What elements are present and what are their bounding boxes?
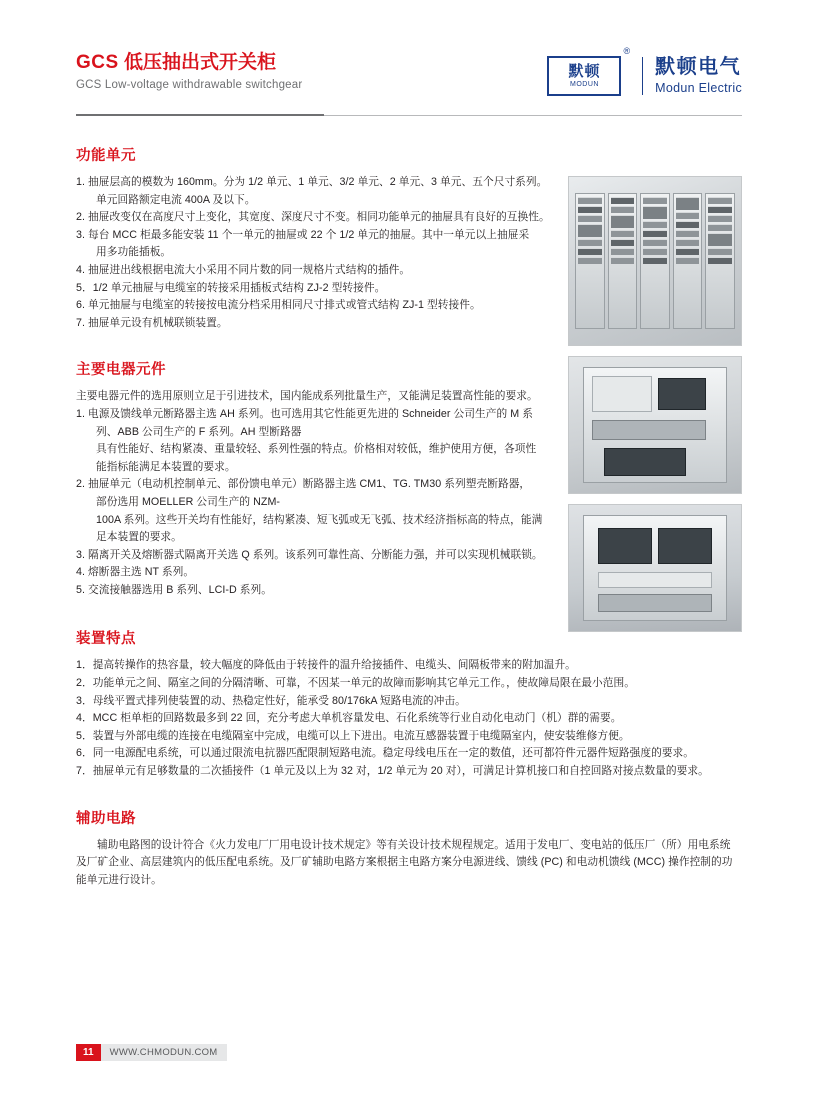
section-main-components — [76, 358, 742, 599]
list-item: 3．母线平置式排列使装置的动、热稳定性好，能承受 80/176kA 短路电流的冲击。 — [76, 694, 466, 707]
logo-brand-cn: 默顿电气 — [655, 56, 742, 78]
page-footer — [76, 1044, 227, 1061]
list-item: 用多功能插板。 — [96, 246, 172, 259]
list-item: 6．同一电源配电系统，可以通过限流电抗器匹配限制短路电流。稳定母线电压在一定的数值，还可都符件元器件短路强度的要求。 — [76, 747, 695, 760]
list-item: 2. 抽屉单元（电动机控制单元、部份馈电单元）断路器主选 CM1、TG. TM30 系列塑壳断路器， — [76, 478, 531, 491]
section-heading: 辅助电路 — [76, 810, 136, 827]
list-item: 5. 交流接触器选用 B 系列、LCI-D 系列。 — [76, 583, 273, 596]
logo-mark — [547, 56, 621, 96]
list-item: 4．MCC 柜单柜的回路数最多到 22 回，充分考虑大单机容量发电、石化系统等行业自动化电动门（机）群的需要。 — [76, 712, 622, 725]
list-item: 能指标能满足本装置的要求。 — [96, 460, 236, 473]
section-body — [76, 174, 554, 332]
section-body — [76, 837, 742, 890]
list-item: 具有性能好、结构紧凑、重量较轻、系列性强的特点。价格相对较低，维护使用方便，各项性 — [96, 443, 537, 456]
page-content — [76, 144, 742, 889]
list-item: 6. 单元抽屉与电缆室的转接按电流分档采用相同尺寸排式或管式结构 ZJ-1 型转接件。 — [76, 299, 481, 312]
list-item: 7．抽屉单元有足够数量的二次插接件（1 单元及以上为 32 对，1/2 单元为 20 对），可满足计算机接口和自控回路对接点数量的要求。 — [76, 765, 709, 778]
section-heading: 主要电器元件 — [76, 362, 166, 379]
paragraph: 辅助电路图的设计符合《火力发电厂厂用电设计技术规定》等有关设计技术规程规定。适用于发电厂、变电站的低压厂（所）用电系统 — [97, 838, 731, 851]
section-heading: 装置特点 — [76, 631, 136, 648]
list-item: 3. 每台 MCC 柜最多能安装 11 个一单元的抽屉或 22 个 1/2 单元的抽屉。其中一单元以上抽屉采 — [76, 228, 530, 241]
page-subtitle: GCS Low-voltage withdrawable switchgear — [76, 79, 303, 91]
list-item: 2. 抽屉改变仅在高度尺寸上变化，其宽度、深度尺寸不变。相同功能单元的抽屉具有良好的互换性。 — [76, 211, 550, 224]
registered-trademark-icon: ® — [623, 46, 631, 56]
logo-divider — [642, 57, 643, 95]
list-item: 列、ABB 公司生产的 F 系列。AH 型断路器 — [96, 425, 302, 438]
section-auxiliary-circuit — [76, 807, 742, 890]
section-device-features — [76, 627, 742, 780]
list-item: 1. 抽屉层高的模数为 160mm。分为 1/2 单元、1 单元、3/2 单元、2 单元、3 单元、五个尺寸系列。 — [76, 176, 548, 188]
list-item: 3. 隔离开关及熔断器式隔离开关选 Q 系列。该系列可靠性高、分断能力强，并可以实现机械联锁。 — [76, 548, 543, 561]
list-item: 足本装置的要求。 — [96, 531, 182, 544]
list-item: 5．1/2 单元抽屉与电缆室的转接采用插板式结构 ZJ-2 型转接件。 — [76, 281, 386, 294]
list-item: 1. 电源及馈线单元断路器主选 AH 系列。也可选用其它性能更先进的 Schneider 公司生产的 M 系 — [76, 407, 533, 420]
list-item: 4. 熔断器主选 NT 系列。 — [76, 566, 195, 579]
list-item: 7. 抽屉单元设有机械联锁装置。 — [76, 316, 228, 329]
list-item: 100A 系列。这些开关均有性能好，结构紧凑、短飞弧或无飞弧、技术经济指标高的特点，能满 — [96, 513, 543, 526]
page-title-code: GCS — [76, 52, 119, 73]
page-title-cn: 低压抽出式开关柜 — [118, 52, 276, 73]
list-item: 4. 抽屉进出线根据电流大小采用不同片数的同一规格片式结构的插件。 — [76, 263, 411, 276]
list-item: 单元回路额定电流 400A 及以下。 — [96, 193, 256, 206]
header-divider-accent — [76, 114, 324, 116]
page-header — [76, 46, 742, 124]
list-item: 2．功能单元之间、隔室之间的分隔清晰、可靠，不因某一单元的故障而影响其它单元工作。，使故障局限在最小范围。 — [76, 677, 635, 690]
paragraph: 主要电器元件的选用原则立足于引进技术，国内能成系列批量生产，又能满足装置高性能的要求。 — [76, 390, 538, 403]
paragraph: 能单元进行设计。 — [76, 873, 162, 886]
logo-wordmark — [655, 56, 742, 96]
section-body — [76, 388, 554, 599]
page-number: 11 — [76, 1044, 101, 1061]
paragraph: 及厂矿企业、高层建筑内的低压配电系统。及厂矿辅助电路方案根据主电路方案分电源进线、馈线 (PC) 和电动机馈线 (MCC) 操作控制的功 — [76, 856, 733, 869]
logo-mark-en: MODUN — [570, 81, 599, 88]
list-item: 1．提高转操作的热容量，较大幅度的降低由于转接件的温升给接插件、电缆头、间隔板带来的附加温升。 — [76, 659, 576, 672]
section-heading: 功能单元 — [76, 148, 136, 164]
section-body — [76, 657, 742, 780]
logo-mark-cn: 默顿 — [568, 63, 601, 80]
footer-url[interactable]: WWW.CHMODUN.COM — [101, 1044, 227, 1061]
section-functional-unit — [76, 144, 742, 332]
list-item: 5．装置与外部电缆的连接在电缆隔室中完成，电缆可以上下进出。电流互感器装置于电缆隔室内，使安装维修方便。 — [76, 729, 630, 742]
list-item: 部份选用 MOELLER 公司生产的 NZM- — [96, 495, 281, 508]
company-logo — [547, 46, 742, 98]
logo-brand-en: Modun Electric — [655, 81, 742, 95]
